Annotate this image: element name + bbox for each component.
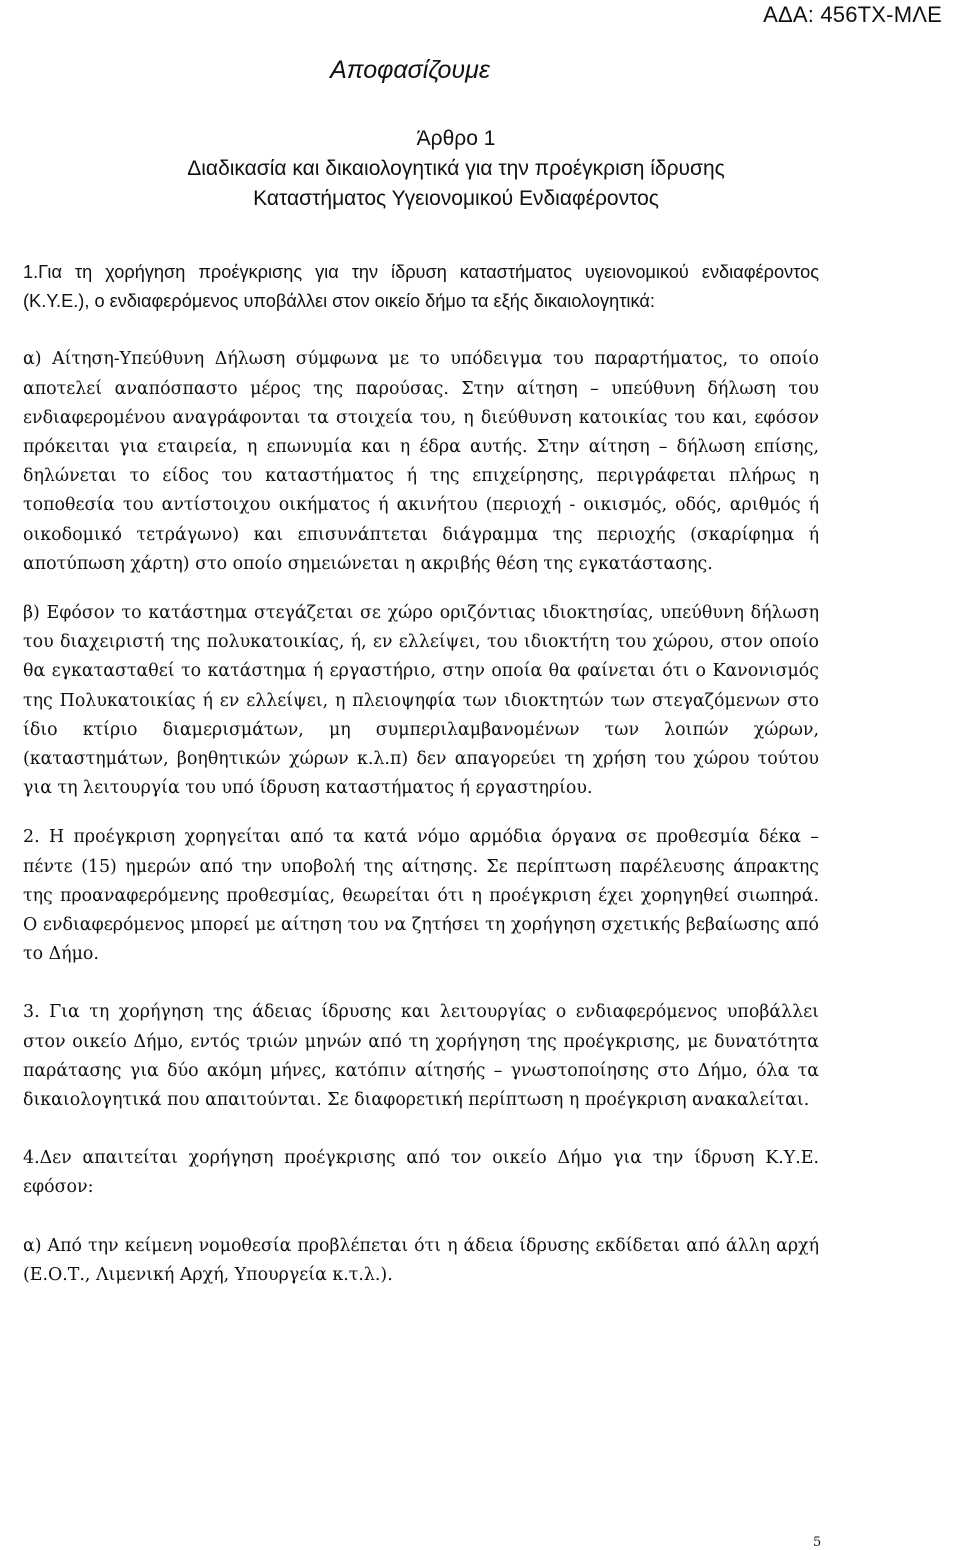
ada-code-header: ΑΔΑ: 456ΤΧ-ΜΛΕ — [763, 2, 942, 27]
paragraph-1-intro: 1.Για τη χορήγηση προέγκρισης για την ίδρυση καταστήματος υγειονομικού ενδιαφέροντος (Κ.Υ.Ε.), ο ενδιαφερόμενος υποβάλλει στον οικείο δήμο τα εξής δικαιολογητικά: — [23, 262, 819, 312]
article-heading-block — [0, 124, 912, 214]
paragraph-3-license-application: 3. Για τη χορήγηση της άδειας ίδρυσης και λειτουργίας ο ενδιαφερόμενος υποβάλλει στον οικείο Δήμο, εντός τριών μηνών από τη χορήγηση της προέγκρισης, με δυνατότητα παράτασης για δύο ακόμη μήνες, κατόπιν αίτησής – γνωστοποίησης στο Δήμο, όλα τα δικαιολογητικά που απαιτούνται. Σε διαφορετική περίπτωση η προέγκριση ανακαλείται. — [23, 1002, 819, 1111]
decision-heading: Αποφασίζουμε — [330, 56, 490, 84]
paragraph-b-building-declaration: β) Εφόσον το κατάστημα στεγάζεται σε χώρο οριζόντιας ιδιοκτησίας, υπεύθυνη δήλωση του διαχειριστή της πολυκατοικίας, ή, εν ελλείψει, του ιδιοκτήτη του χώρου, στον οποίο θα εγκατασταθεί το κατάστημα ή εργαστήριο, στην οποία θα φαίνεται ότι ο Κανονισμός της Πολυκατοικίας ή εν ελλείψει, η πλειοψηφία των ιδιοκτητών των στεγαζόμενων στο ίδιο κτίριο διαμερισμάτων, μη συμπεριλαμβανομένων των λοιπών χώρων, (καταστημάτων, βοηθητικών χώρων κ.λ.π) δεν απαγορεύει τη χρήση του χώρου τούτου για τη λειτουργία του υπό ίδρυση καταστήματος ή εργαστηρίου. — [23, 603, 819, 799]
article-title-line-2: Καταστήματος Υγειονομικού Ενδιαφέροντος — [253, 187, 659, 210]
paragraph-a-application: α) Αίτηση-Υπεύθυνη Δήλωση σύμφωνα με το υπόδειγμα του παραρτήματος, το οποίο αποτελεί αναπόσπαστο μέρος της παρούσας. Στην αίτηση – υπεύθυνη δήλωση του ενδιαφερομένου αναγράφονται τα στοιχεία του, η διεύθυνση κατοικίας του και, εφόσον πρόκειται για εταιρεία, η επωνυμία και η έδρα αυτής. Στην αίτηση – δήλωση επίσης, δηλώνεται το είδος του καταστήματος ή της επιχείρησης, περιγράφεται πλήρως η τοποθεσία του αντίστοιχου οικήματος ή ακινήτου (περιοχή - οικισμός, οδός, αριθμός ή οικοδομικό τετράγωνο) και επισυνάπτεται διάγραμμα της περιοχής (σκαρίφημα ή αποτύπωση χάρτη) στο οποίο σημειώνεται η ακριβής θέση της εγκατάστασης. — [23, 349, 819, 574]
document-body — [23, 258, 819, 1290]
paragraph-2-approval-deadline: 2. Η προέγκριση χορηγείται από τα κατά νόμο αρμόδια όργανα σε προθεσμία δέκα – πέντε (15) ημερών από την υποβολή της αίτησης. Σε περίπτωση παρέλευσης άπρακτης της προαναφερόμενης προθεσμίας, θεωρείται ότι η προέγκριση έχει χορηγηθεί σιωπηρά. Ο ενδιαφερόμενος μπορεί με αίτηση του να ζητήσει τη χορήγηση σχετικής βεβαίωσης από το Δήμο. — [23, 827, 819, 965]
article-number: Άρθρο 1 — [416, 127, 496, 150]
article-title-line-1: Διαδικασία και δικαιολογητικά για την προέγκριση ίδρυσης — [187, 157, 725, 180]
page-number: 5 — [813, 1535, 822, 1550]
paragraph-4-exemptions: 4.Δεν απαιτείται χορήγηση προέγκρισης από τον οικείο Δήμο για την ίδρυση Κ.Υ.Ε. εφόσον: — [23, 1148, 819, 1198]
paragraph-4a-other-authority: α) Από την κείμενη νομοθεσία προβλέπεται ότι η άδεια ίδρυσης εκδίδεται από άλλη αρχή (Ε.Ο.Τ., Λιμενική Αρχή, Υπουργεία κ.τ.λ.). — [23, 1235, 819, 1285]
